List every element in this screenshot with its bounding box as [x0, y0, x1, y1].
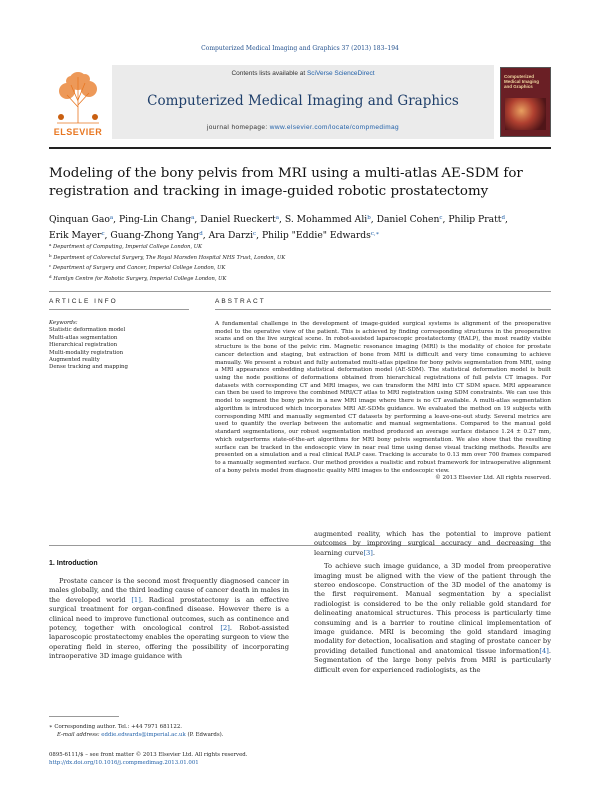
homepage-prefix: journal homepage: — [206, 124, 270, 131]
body-paragraph: To achieve such image guidance, a 3D model from preoperative imaging must be aligned with the view of the patient through the stereo endoscope. Construction of the 3D model of the anatomy is the first requirement. Manual segmentation by a specialist radiologist is considered to be the only reliable gold standard for delineating anatomical structures. This process is particularly time consuming and is a barrier to routine clinical implementation of image guidance. MRI is becoming the gold standard imaging modality for detection, localisation and staging of prostate cancer by providing detailed functional and anatomical tissue information[4]. Segmentation of the large bony pelvis from MRI is particularly difficult even for experienced radiologists, as the — [314, 562, 551, 674]
body-column-right — [314, 530, 551, 675]
author[interactable]: Ara Darzi$^c$ — [208, 230, 257, 241]
affiliation-item: $^d$ Hamlyn Centre for Robotic Surgery, Imperial College London, UK — [49, 273, 227, 282]
author-list — [49, 211, 551, 243]
keyword-item: Multi-modality registration — [49, 349, 124, 356]
keyword-item: Dense tracking and mapping — [49, 364, 128, 371]
affiliation-divider — [49, 291, 551, 292]
affiliations — [49, 241, 551, 283]
author[interactable]: Daniel Rueckert$^a$ — [200, 214, 280, 225]
citation-link[interactable]: [4] — [539, 646, 549, 655]
contents-prefix: Contents lists available at — [231, 70, 307, 77]
article-title: Modeling of the bony pelvis from MRI using a multi-atlas AE-SDM for registration and tracking in image-guided robotic prostatectomy — [49, 166, 523, 199]
body-paragraph: Prostate cancer is the second most frequently diagnosed cancer in males globally, and the third leading cause of cancer death in males in the developed world [1]. Radical prostatectomy is an effective surgical treatment for organ-confined disease. However there is a clinical need to improve functional outcomes, such as continence and potency, together with oncological control [2]. Robot-assisted laparoscopic prostatectomy enables the operating surgeon to view the operating field in stereo, offering the possibility of incorporating intraoperative 3D image guidance with — [49, 577, 290, 661]
keyword-item: Augmented reality — [49, 357, 100, 364]
journal-title: Computerized Medical Imaging and Graphics — [147, 93, 459, 109]
citation-link[interactable]: [3] — [363, 548, 373, 557]
footnote-rule — [49, 716, 119, 717]
header-divider — [49, 147, 551, 149]
elsevier-logo[interactable] — [49, 67, 107, 137]
affiliation-item: $^a$ Department of Computing, Imperial College London, UK — [49, 242, 203, 250]
issn-block — [49, 752, 309, 768]
keyword-item: Statistic deformation model — [49, 327, 126, 334]
keyword-item: Hierarchical registration — [49, 342, 118, 349]
affiliation-item: $^b$ Department of Colorectal Surgery, The Royal Marsden Hospital NHS Trust, London, UK — [49, 252, 286, 261]
homepage-link[interactable]: www.elsevier.com/locate/compmedimag — [269, 124, 400, 131]
introduction-heading: 1. Introduction — [49, 560, 98, 567]
citation-link[interactable]: [2] — [220, 624, 230, 633]
issn-line: 0895-6111/$ – see front matter © 2013 Elsevier Ltd. All rights reserved. — [49, 752, 248, 758]
affiliation-item: $^c$ Department of Surgery and Cancer, Imperial College London, UK — [49, 263, 226, 271]
email-link[interactable]: eddie.edwards@imperial.ac.uk — [101, 731, 186, 738]
article-info-heading: ARTICLE INFO — [49, 298, 118, 305]
author[interactable]: Erik Mayer$^c$ — [49, 230, 105, 241]
email-line: E-mail address: eddie.edwards@imperial.ac.uk (P. Edwards). — [57, 731, 224, 738]
sciverse-link[interactable]: SciVerse ScienceDirect — [306, 70, 375, 77]
journal-cover-thumbnail[interactable] — [500, 67, 551, 137]
authors-line-1: Qinquan Gao$^a$, Ping-Lin Chang$^a$, Daniel Rueckert$^a$, S. Mohammed Ali$^b$, Daniel Cohen$^c$, Philip Pratt$^d$, — [49, 214, 508, 225]
banner-box — [112, 65, 494, 139]
homepage-line — [112, 124, 494, 131]
body-column-left — [49, 577, 289, 662]
corresponding-author-footnote — [49, 724, 289, 740]
cover-title: Computerized Medical Imaging and Graphics — [504, 74, 540, 90]
author[interactable]: S. Mohammed Ali$^b$ — [284, 214, 371, 225]
article-info-rule — [49, 309, 189, 310]
abstract-body — [215, 321, 551, 483]
journal-banner — [49, 65, 551, 139]
author[interactable]: Ping-Lin Chang$^a$ — [118, 214, 195, 225]
citation-link[interactable]: [1] — [131, 595, 141, 604]
author[interactable]: Guang-Zhong Yang$^d$ — [110, 230, 203, 241]
author[interactable]: Daniel Cohen$^c$ — [376, 214, 443, 225]
author[interactable]: Philip Pratt$^d$ — [448, 214, 506, 225]
copyright-notice: © 2013 Elsevier Ltd. All rights reserved. — [435, 475, 551, 482]
abstract-heading: ABSTRACT — [215, 298, 266, 305]
elsevier-wordmark: ELSEVIER — [53, 127, 103, 137]
cover-art — [505, 98, 546, 130]
journal-reference — [0, 45, 600, 52]
contents-line — [112, 70, 494, 77]
corresponding-author-line: ∗ Corresponding author. Tel.: +44 7971 681122. — [49, 724, 182, 730]
journal-reference-link[interactable]: Computerized Medical Imaging and Graphics 37 (2013) 183–194 — [201, 45, 399, 52]
abstract-paragraph: A fundamental challenge in the development of image-guided surgical systems is alignment of the preoperative model to the operative view of the patient. This is achieved by finding corresponding structures in the preoperative scans and on the live surgical scene. In robot-assisted laparoscopic prostatectomy (RALP), the most readily visible structure is the bone of the pelvic rim. Magnetic resonance imaging (MRI) is the modality of choice for prostate cancer detection and staging, but extraction of bone from MRI is difficult and very time consuming to achieve manually. We present a robust and fully automated multi-atlas pipeline for bony pelvis segmentation from MRI, using a MRI appearance embedding statistical deformation model (AE-SDM). The statistical deformation model is built using the node positions of deformations obtained from hierarchical registrations of full pelvis CT images. For datasets with corresponding CT and MRI images, we can transform the MRI into CT SDM space. MRI appearance can then be used to improve the combined MRI/CT atlas to MRI registration using SDM constraints. We can use this model to segment the bony pelvis in a new MRI image where there is no CT available. A multi-atlas segmentation algorithm is introduced which incorporates MRI AE-SDMs guidance. We evaluated the method on 19 subjects with corresponding MRI and manually segmented CT datasets by performing a leave-one-out study. Several metrics are used to quantify the overlap between the automatic and manual segmentations. Compared to the manual gold standard segmentations, our robust segmentation method produced an average surface distance 1.24 ± 0.27 mm, which outperforms state-of-the-art algorithms for MRI bony pelvis segmentation. We also show that the resulting surface can be tracked in the endoscopic view in near real time using dense visual tracking methods. Results are presented on a simulation and a real clinical RALP case. Tracking is accurate to 0.13 mm over 700 frames compared to a manually segmented surface. Our method provides a realistic and robust framework for intraoperative alignment of a bony pelvis model from diagnostic quality MRI images to the endoscopic view. — [215, 321, 551, 474]
author[interactable]: Qinquan Gao$^a$ — [49, 214, 114, 225]
keyword-item: Multi-atlas segmentation — [49, 334, 118, 341]
keywords-label: Keywords: — [49, 320, 78, 326]
authors-line-2: Erik Mayer$^c$, Guang-Zhong Yang$^d$, Ara Darzi$^c$, Philip "Eddie" Edwards$^{c,∗}$ — [49, 230, 380, 241]
doi-link[interactable]: http://dx.doi.org/10.1016/j.compmedimag.2013.01.001 — [49, 759, 199, 766]
keywords-block — [49, 320, 189, 372]
elsevier-tree-icon — [49, 67, 107, 125]
abstract-rule — [215, 309, 551, 310]
author[interactable]: Philip "Eddie" Edwards$^{c,∗}$ — [261, 230, 380, 241]
body-paragraph: augmented reality, which has the potential to improve patient outcomes by improving surgical accuracy and decreasing the learning curve[3]. — [314, 530, 551, 557]
